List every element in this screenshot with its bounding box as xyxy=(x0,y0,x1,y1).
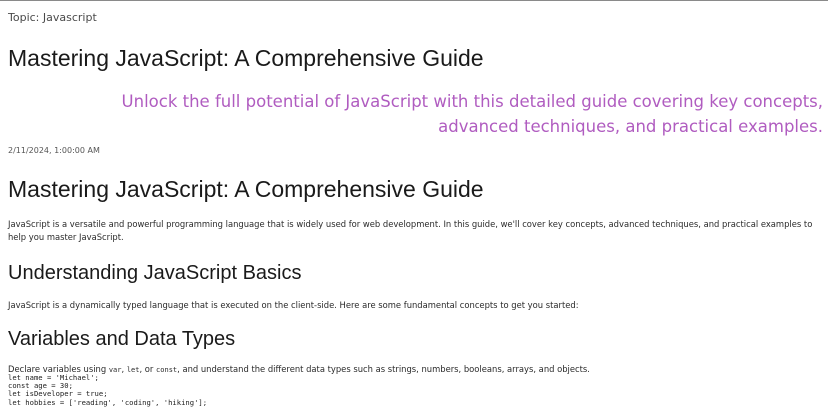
section-heading-basics: Understanding JavaScript Basics xyxy=(8,262,302,284)
variables-text-sep1: , xyxy=(121,364,127,374)
code-line: const age = 30; xyxy=(8,381,73,391)
keyword-const: const xyxy=(156,366,178,374)
code-block xyxy=(8,374,207,407)
publish-date: 2/11/2024, 1:00:00 AM xyxy=(8,146,100,155)
variables-text-before: Declare variables using xyxy=(8,364,109,374)
article-heading: Mastering JavaScript: A Comprehensive Guide xyxy=(8,176,484,202)
code-line: let name = 'Michael'; xyxy=(8,373,99,382)
code-line: let hobbies = ['reading', 'coding', 'hiking']; xyxy=(8,397,208,407)
intro-paragraph: JavaScript is a versatile and powerful programming language that is widely used for web development. In this guide, we'll cover key concepts, advanced techniques, and practical examples to help you master JavaScript. xyxy=(8,219,813,242)
code-line: let isDeveloper = true; xyxy=(8,389,108,399)
page-subtitle: Unlock the full potential of JavaScript with this detailed guide covering key concepts, advanced techniques, and practical examples. xyxy=(121,92,823,136)
basics-paragraph: JavaScript is a dynamically typed language that is executed on the client-side. Here are some fundamental concepts to get you started: xyxy=(8,300,579,310)
variables-text-sep2: , or xyxy=(139,364,157,374)
variables-text-after: , and understand the different data types such as strings, numbers, booleans, arrays, and objects. xyxy=(177,364,590,374)
section-heading-variables: Variables and Data Types xyxy=(8,328,236,350)
keyword-let: let xyxy=(126,366,140,374)
topic-label: Topic: Javascript xyxy=(8,11,97,24)
keyword-var: var xyxy=(108,366,122,374)
page-title: Mastering JavaScript: A Comprehensive Guide xyxy=(8,45,484,71)
